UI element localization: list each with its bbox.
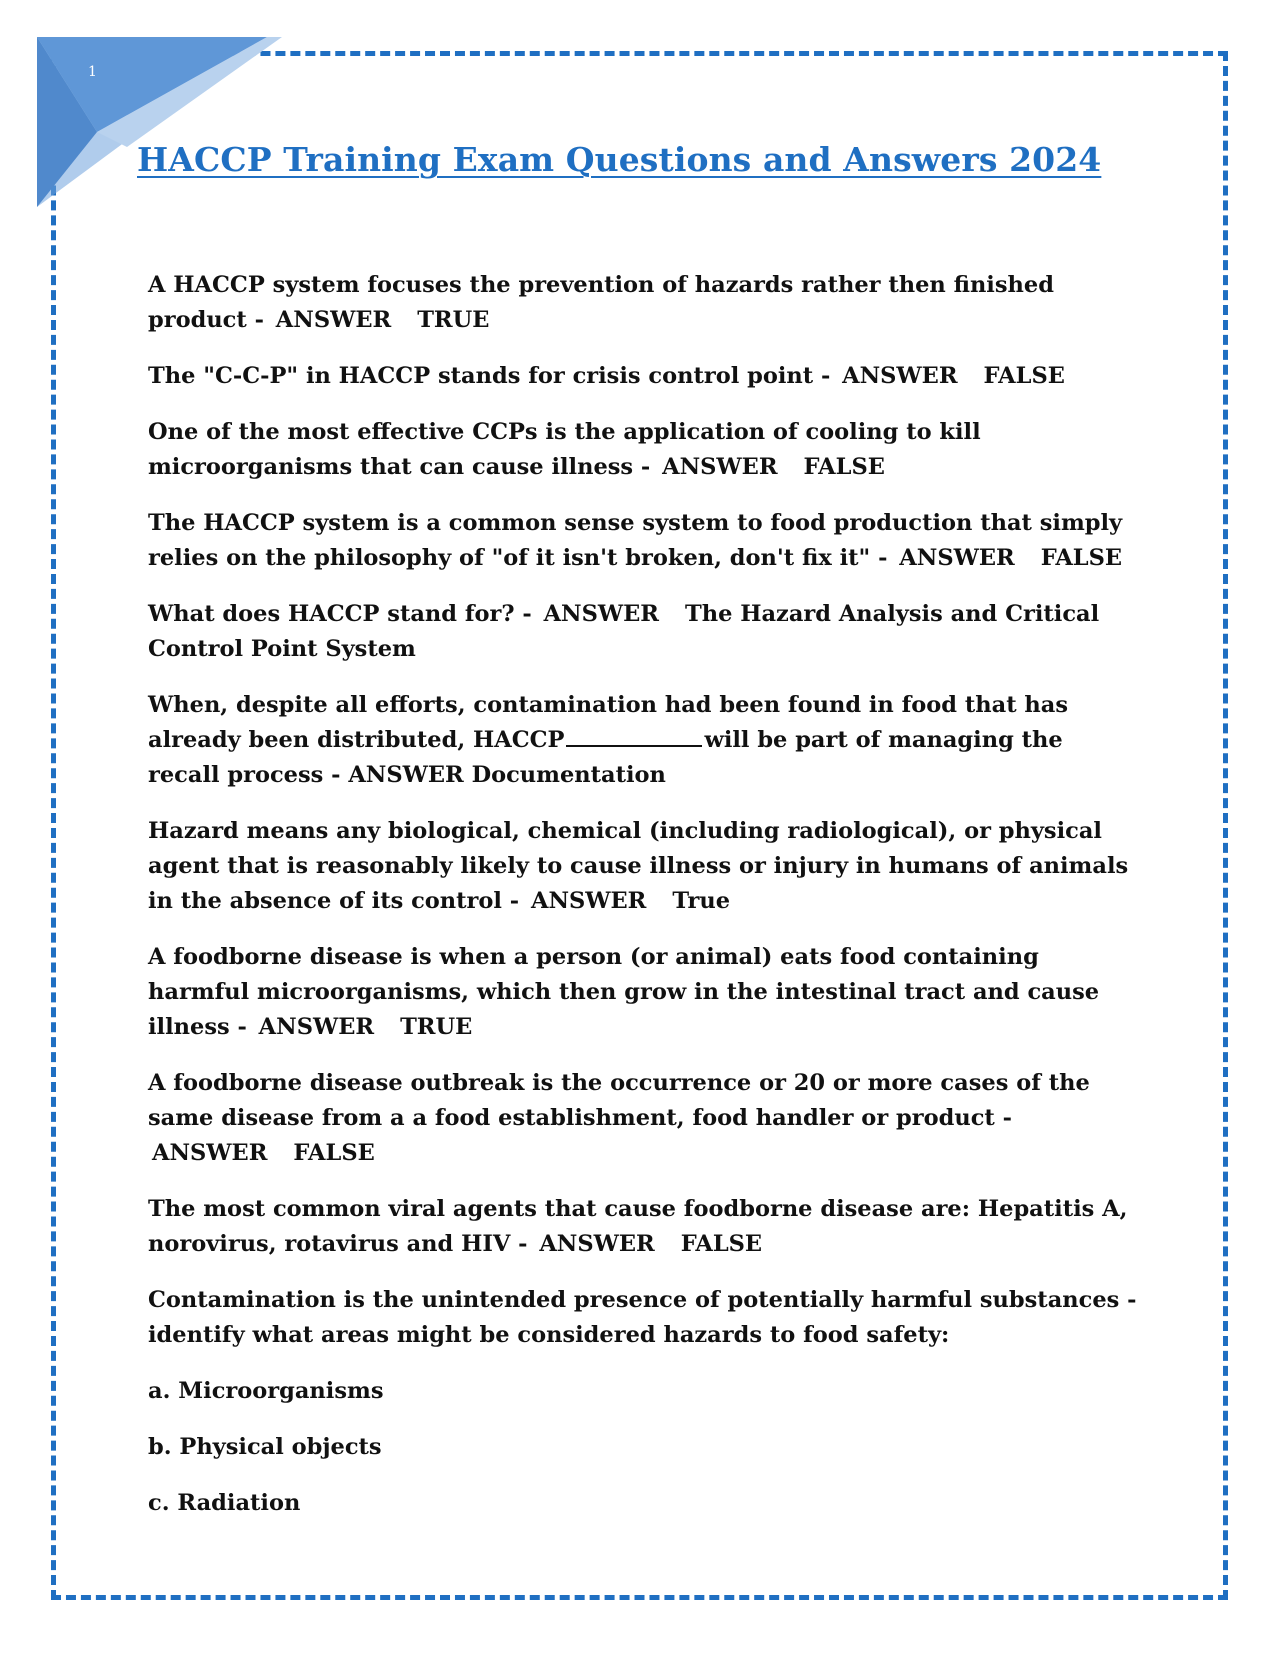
answer-text: FALSE: [1040, 545, 1123, 571]
answer-label: ANSWER: [530, 888, 647, 914]
question-8: [148, 940, 1138, 1045]
answer-label: ANSWER: [662, 454, 778, 480]
question-6: [148, 688, 1138, 793]
answer-text: FALSE: [293, 1140, 375, 1166]
question-text-end: will be part of managing the recall process -: [148, 727, 1063, 788]
fill-in-blank: [566, 727, 702, 747]
answer-label: ANSWER: [275, 307, 392, 333]
answer-label: ANSWER: [152, 1140, 268, 1166]
question-text: The "C-C-P" in HACCP stands for crisis control point -: [148, 363, 831, 389]
document-title: HACCP Training Exam Questions and Answers 2024: [137, 140, 1102, 179]
answer-label: ANSWER: [258, 1014, 375, 1040]
question-text: What does HACCP stand for? -: [148, 601, 532, 627]
qa-list: [148, 268, 1138, 1542]
question-text: Hazard means any biological, chemical (including radiological), or physical agent that is reasonably likely to cause illness or injury in humans of animals in the absence of its control -: [148, 818, 1129, 914]
question-text: A foodborne disease outbreak is the occurrence or 20 or more cases of the same disease from a a food establishment, food handler or product -: [148, 1070, 1090, 1131]
answer-text: FALSE: [680, 1231, 763, 1257]
question-5: [148, 597, 1138, 667]
answer-text: TRUE: [400, 1014, 473, 1040]
question-text: The most common viral agents that cause foodborne disease are: Hepatitis A, norovirus, rotavirus and HIV -: [148, 1196, 1128, 1257]
question-text: Contamination is the unintended presence of potentially harmful substances - identify what areas might be considered hazards to food safety:: [148, 1287, 1137, 1348]
question-2: [148, 359, 1138, 394]
corner-decoration: [37, 37, 282, 207]
question-11: [148, 1283, 1138, 1353]
question-text: A foodborne disease is when a person (or animal) eats food containing harmful microorganisms, which then grow in the intestinal tract and cause illness -: [148, 944, 1100, 1040]
answer-text: FALSE: [803, 454, 885, 480]
question-7: [148, 814, 1138, 919]
question-10: [148, 1192, 1138, 1262]
answer-text: True: [672, 888, 731, 914]
question-3: [148, 415, 1138, 485]
answer-label: ANSWER: [543, 601, 659, 627]
answer-label: ANSWER: [539, 1231, 655, 1257]
question-9: [148, 1066, 1138, 1171]
question-1: [148, 268, 1138, 338]
answer-text: Documentation: [471, 762, 666, 788]
question-text: A HACCP system focuses the prevention of hazards rather then finished product -: [148, 272, 1054, 333]
answer-label: ANSWER: [899, 545, 1015, 571]
answer-label: ANSWER: [842, 363, 958, 389]
question-text: One of the most effective CCPs is the application of cooling to kill microorganisms that can cause illness -: [148, 419, 981, 480]
question-text: The HACCP system is a common sense system to food production that simply relies on the philosophy of "of it isn't broken, don't fix it" -: [148, 510, 1123, 571]
answer-text: FALSE: [983, 363, 1065, 389]
option-a: a. Microorganisms: [148, 1378, 384, 1404]
question-text-start: When, despite all efforts, contamination had been found in food that has already been distributed, HACCP: [148, 692, 1069, 753]
answer-label: ANSWER: [348, 762, 464, 788]
page-number: 1: [88, 64, 97, 80]
answer-text: The Hazard Analysis and Critical Control Point System: [148, 601, 1100, 662]
option-b: b. Physical objects: [148, 1434, 382, 1460]
option-c: c. Radiation: [148, 1490, 301, 1516]
answer-text: TRUE: [417, 307, 490, 333]
question-4: [148, 506, 1138, 576]
